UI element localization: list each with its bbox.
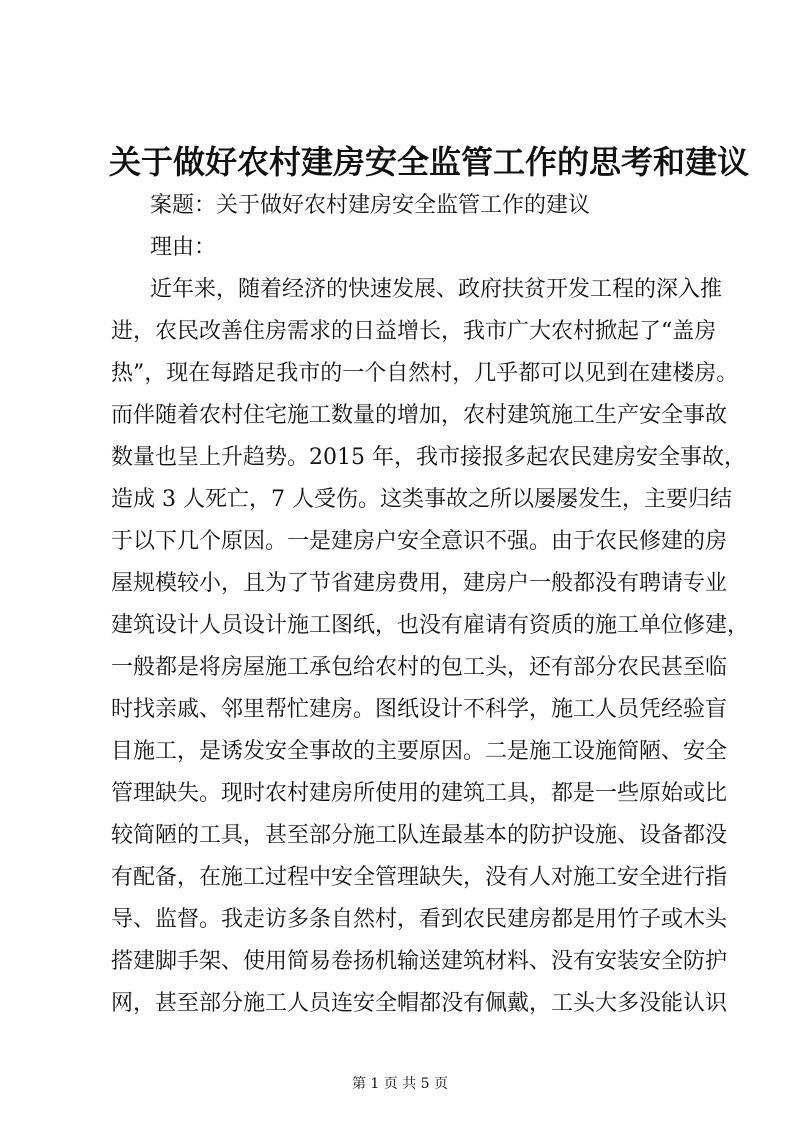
- body-line: 热”，现在每踏足我市的一个自然村，几乎都可以见到在建楼房。: [111, 361, 739, 386]
- body-line: 搭建脚手架、使用简易卷扬机输送建筑材料、没有安装安全防护: [111, 949, 728, 974]
- body-line: 时找亲戚、邻里帮忙建房。图纸设计不科学，施工人员凭经验盲: [111, 697, 728, 722]
- body-line: 近年来，随着经济的快速发展、政府扶贫开发工程的深入推: [150, 277, 723, 302]
- body-line: 建筑设计人员设计施工图纸，也没有雇请有资质的施工单位修建，: [111, 613, 750, 638]
- body-line: 造成 3 人死亡，7 人受伤。这类事故之所以屡屡发生，主要归结: [111, 487, 732, 512]
- case-line: 案题：关于做好农村建房安全监管工作的建议: [150, 193, 591, 218]
- body-line: 进，农民改善住房需求的日益增长，我市广大农村掀起了“盖房: [111, 319, 717, 344]
- body-line: 网，甚至部分施工人员连安全帽都没有佩戴，工头大多没能认识: [111, 991, 728, 1016]
- document-title: 关于做好农村建房安全监管工作的思考和建议: [109, 143, 750, 181]
- body-line: 导、监督。我走访多条自然村，看到农民建房都是用竹子或木头: [111, 907, 728, 932]
- body-line: 数量也呈上升趋势。2015 年，我市接报多起农民建房安全事故，: [111, 445, 746, 470]
- body-line: 屋规模较小，且为了节省建房费用，建房户一般都没有聘请专业: [111, 571, 728, 596]
- body-line: 一般都是将房屋施工承包给农村的包工头，还有部分农民甚至临: [111, 655, 728, 680]
- body-line: 有配备，在施工过程中安全管理缺失，没有人对施工安全进行指: [111, 865, 728, 890]
- body-line: 管理缺失。现时农村建房所使用的建筑工具，都是一些原始或比: [111, 781, 728, 806]
- page-footer: 第 1 页 共 5 页: [351, 1076, 449, 1092]
- reason-label: 理由：: [150, 235, 217, 260]
- body-line: 目施工，是诱发安全事故的主要原因。二是施工设施简陋、安全: [111, 739, 728, 764]
- body-line: 于以下几个原因。一是建房户安全意识不强。由于农民修建的房: [111, 529, 728, 554]
- body-line: 而伴随着农村住宅施工数量的增加，农村建筑施工生产安全事故: [111, 403, 728, 428]
- body-line: 较简陋的工具，甚至部分施工队连最基本的防护设施、设备都没: [111, 823, 728, 848]
